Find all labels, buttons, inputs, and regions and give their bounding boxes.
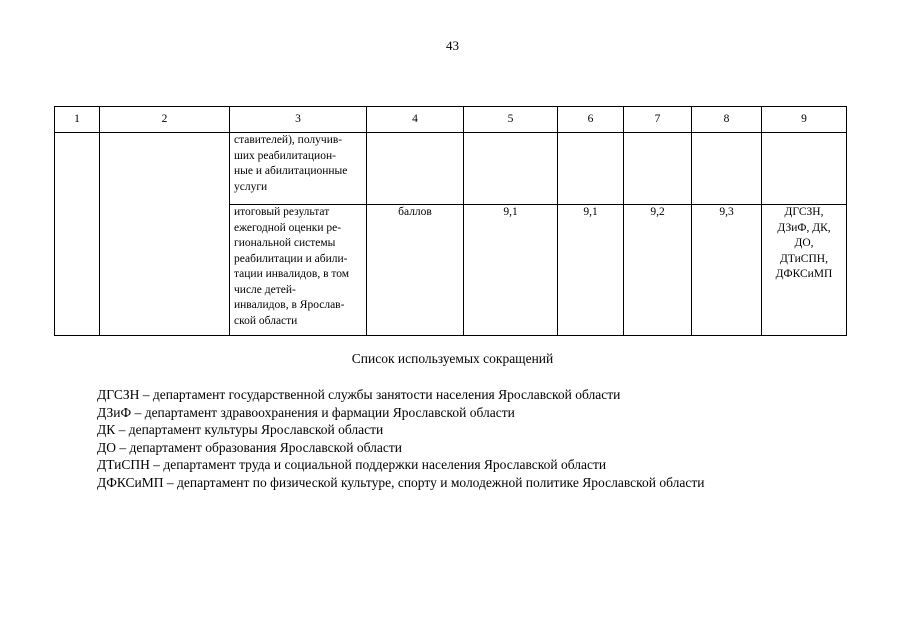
table-cell <box>55 133 100 336</box>
unit-cell: баллов <box>367 205 464 336</box>
table-row <box>55 133 847 205</box>
abbreviation-item: ДФКСиМП – департамент по физической культуре, спорту и молодежной политике Ярославской области <box>97 474 705 490</box>
header-cell: 1 <box>55 107 100 133</box>
indicators-table <box>54 106 847 336</box>
abbreviation-item: ДГСЗН – департамент государственной службы занятости населения Ярославской области <box>97 387 621 402</box>
header-cell: 8 <box>692 107 762 133</box>
header-cell: 5 <box>464 107 558 133</box>
table-cell <box>762 133 847 205</box>
abbreviation-item: ДК – департамент культуры Ярославской области <box>97 422 384 438</box>
header-cell: 9 <box>762 107 847 133</box>
abbreviation-item: ДЗиФ – департамент здравоохранения и фармации Ярославской области <box>97 404 515 420</box>
abbreviation-item: ДО – департамент образования Ярославской области <box>97 439 402 455</box>
table-cell <box>100 133 230 336</box>
departments-cell: ДГСЗН, ДЗиФ, ДК, ДО, ДТиСПН, ДФКСиМП <box>762 205 847 336</box>
value-cell: 9,3 <box>692 205 762 336</box>
header-cell: 6 <box>558 107 624 133</box>
indicator-name-cell: ставителей), получив- ших реабилитацион- ные и абилитационные услуги <box>230 133 367 205</box>
header-cell: 2 <box>100 107 230 133</box>
page-number: 43 <box>446 38 459 53</box>
table-header-row <box>55 107 847 133</box>
value-cell: 9,1 <box>558 205 624 336</box>
header-cell: 4 <box>367 107 464 133</box>
abbreviation-item: ДТиСПН – департамент труда и социальной поддержки населения Ярославской области <box>97 457 607 473</box>
abbreviations-list <box>97 386 704 492</box>
table-cell <box>464 133 558 205</box>
table-cell <box>367 133 464 205</box>
table-cell <box>558 133 624 205</box>
table-cell <box>624 133 692 205</box>
value-cell: 9,1 <box>464 205 558 336</box>
value-cell: 9,2 <box>624 205 692 336</box>
abbreviations-title: Список используемых сокращений <box>351 351 554 366</box>
header-cell: 7 <box>624 107 692 133</box>
table-cell <box>692 133 762 205</box>
header-cell: 3 <box>230 107 367 133</box>
indicator-name-cell: итоговый результат ежегодной оценки ре- гиональной системы реабилитации и абили- тации инвалидов, в том числе детей- инвалидов, в Ярослав- ской области <box>230 205 367 336</box>
